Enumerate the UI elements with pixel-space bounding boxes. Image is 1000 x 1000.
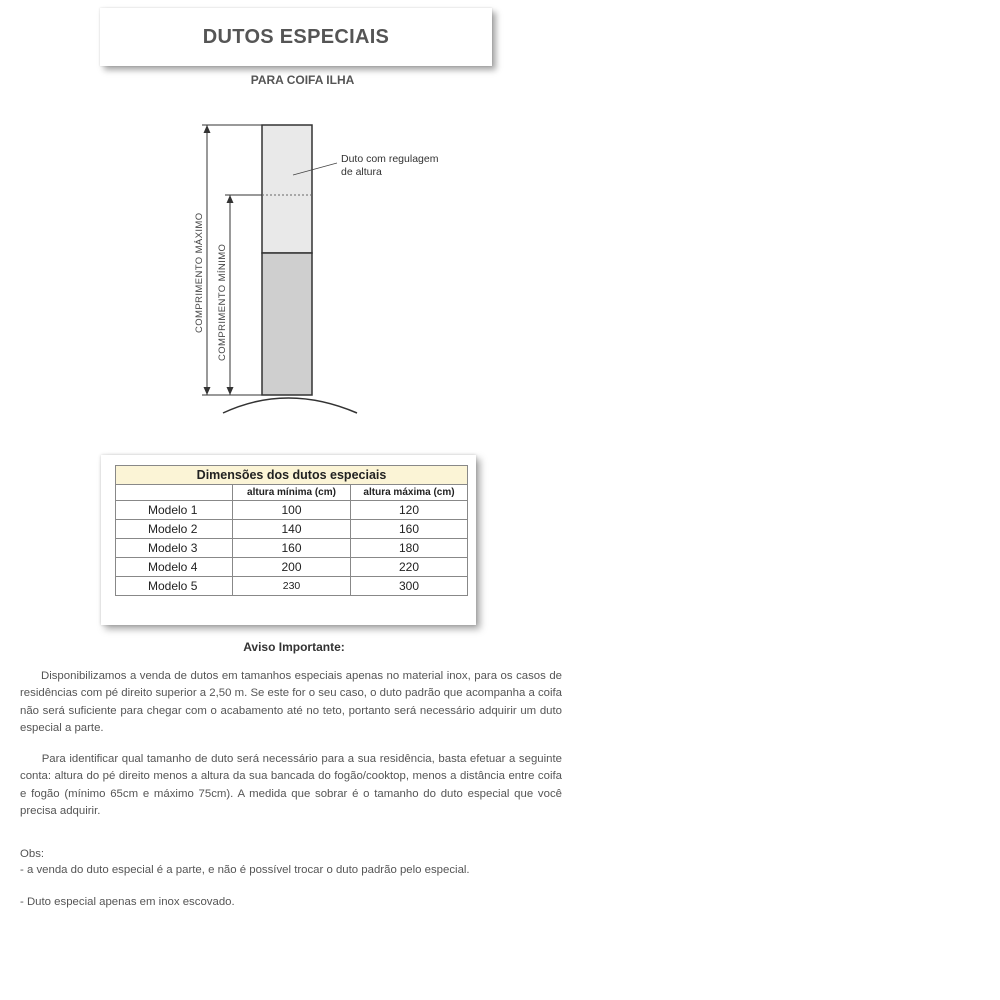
header-max: altura máxima (cm) — [351, 485, 468, 501]
dimensions-table — [115, 465, 468, 596]
cell-max: 300 — [351, 577, 468, 596]
cell-min: 140 — [233, 520, 351, 539]
duct-lower-section — [262, 253, 312, 395]
table-row — [116, 539, 468, 558]
duct-upper-section — [262, 125, 312, 253]
table-header-row — [116, 485, 468, 501]
max-arrow-bottom — [204, 387, 211, 395]
obs-line-1: - a venda do duto especial é a parte, e não é possível trocar o duto padrão pelo especial. — [20, 864, 470, 876]
obs-line-2: - Duto especial apenas em inox escovado. — [20, 896, 235, 908]
page-subtitle: PARA COIFA ILHA — [250, 73, 355, 87]
cell-max: 120 — [351, 501, 468, 520]
notice-paragraph-2-text: Para identificar qual tamanho de duto será necessário para a sua residência, basta efetuar a seguinte conta: altura do pé direito menos a altura da sua bancada do fogão/cooktop, menos a distância entre coifa e fogão (mínimo 65cm e máximo 75cm). A medida que sobrar é o tamanho do duto especial que você precisa adquirir. — [20, 753, 562, 817]
cell-min: 230 — [233, 577, 351, 596]
callout-line2: de altura — [341, 166, 382, 178]
min-arrow-bottom — [227, 387, 234, 395]
page-title: DUTOS ESPECIAIS — [202, 25, 390, 48]
cell-min: 100 — [233, 501, 351, 520]
notice-paragraph-2 — [20, 751, 562, 820]
dimensions-panel — [101, 455, 476, 625]
hood-curve — [223, 398, 357, 413]
label-comprimento-maximo: COMPRIMENTO MÁXIMO — [194, 212, 205, 333]
notice-paragraph-1 — [20, 668, 562, 737]
cell-max: 220 — [351, 558, 468, 577]
table-row — [116, 520, 468, 539]
obs-label: Obs: — [20, 848, 45, 860]
min-arrow-top — [227, 195, 234, 203]
table-caption: Dimensões dos dutos especiais — [116, 466, 468, 485]
cell-model: Modelo 3 — [116, 539, 233, 558]
callout-line1: Duto com regulagem — [341, 153, 439, 165]
notice-paragraph-1-text: Disponibilizamos a venda de dutos em tamanhos especiais apenas no material inox, para os casos de residências com pé direito superior a 2,50 m. Se este for o seu caso, o duto padrão que acompanha a coifa não será suficiente para chegar com o acabamento até no teto, portanto será necessário adquirir um duto especial a parte. — [20, 670, 563, 734]
cell-min: 200 — [233, 558, 351, 577]
cell-max: 180 — [351, 539, 468, 558]
duct-diagram — [185, 115, 485, 420]
cell-model: Modelo 5 — [116, 577, 233, 596]
cell-model: Modelo 4 — [116, 558, 233, 577]
cell-max: 160 — [351, 520, 468, 539]
header-min: altura mínima (cm) — [233, 485, 351, 501]
table-row — [116, 558, 468, 577]
cell-min: 160 — [233, 539, 351, 558]
max-arrow-top — [204, 125, 211, 133]
notice-title: Aviso Importante: — [243, 640, 345, 654]
cell-model: Modelo 2 — [116, 520, 233, 539]
label-comprimento-minimo: COMPRIMENTO MÍNIMO — [217, 243, 228, 361]
header-model — [116, 485, 233, 501]
cell-model: Modelo 1 — [116, 501, 233, 520]
table-row — [116, 501, 468, 520]
title-box — [100, 8, 492, 66]
table-row — [116, 577, 468, 596]
